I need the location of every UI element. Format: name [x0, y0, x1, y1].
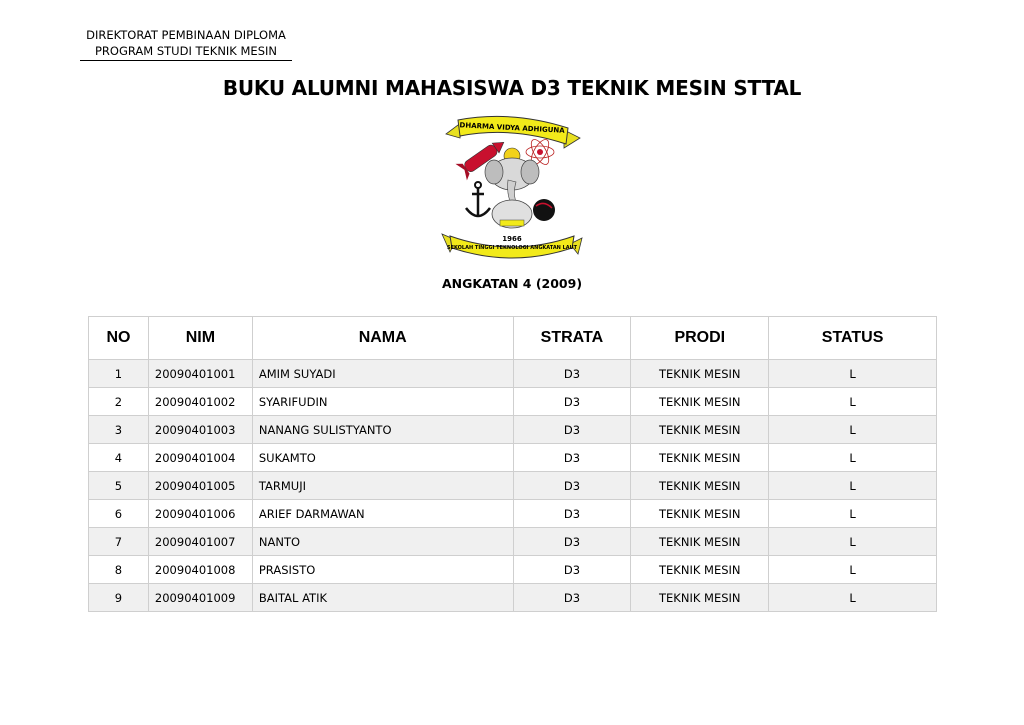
table-row — [89, 444, 937, 472]
cell-prodi: TEKNIK MESIN — [631, 556, 769, 584]
cell-prodi: TEKNIK MESIN — [631, 584, 769, 612]
table-row — [89, 584, 937, 612]
table-row — [89, 360, 937, 388]
cell-nim: 20090401002 — [148, 388, 252, 416]
cell-no: 9 — [89, 584, 149, 612]
cell-nama: SYARIFUDIN — [252, 388, 513, 416]
cell-nama: SUKAMTO — [252, 444, 513, 472]
table-row — [89, 556, 937, 584]
cell-status: L — [769, 416, 937, 444]
cell-strata: D3 — [513, 584, 631, 612]
cell-no: 7 — [89, 528, 149, 556]
cell-strata: D3 — [513, 360, 631, 388]
table-row — [89, 472, 937, 500]
table-header-row — [89, 317, 937, 360]
cell-strata: D3 — [513, 528, 631, 556]
cell-nim: 20090401009 — [148, 584, 252, 612]
cell-prodi: TEKNIK MESIN — [631, 444, 769, 472]
cell-nim: 20090401007 — [148, 528, 252, 556]
cohort-subtitle: ANGKATAN 4 (2009) — [441, 276, 583, 291]
header-line-1: DIREKTORAT PEMBINAAN DIPLOMA — [86, 28, 286, 42]
cell-strata: D3 — [513, 472, 631, 500]
cell-prodi: TEKNIK MESIN — [631, 500, 769, 528]
cell-no: 3 — [89, 416, 149, 444]
cell-prodi: TEKNIK MESIN — [631, 472, 769, 500]
cell-nim: 20090401003 — [148, 416, 252, 444]
logo-year: 1966 — [502, 235, 522, 243]
cell-nim: 20090401004 — [148, 444, 252, 472]
cell-strata: D3 — [513, 388, 631, 416]
cell-status: L — [769, 444, 937, 472]
cell-prodi: TEKNIK MESIN — [631, 360, 769, 388]
cell-status: L — [769, 500, 937, 528]
cell-nama: TARMUJI — [252, 472, 513, 500]
cell-nim: 20090401001 — [148, 360, 252, 388]
institution-header — [80, 27, 292, 61]
cell-status: L — [769, 528, 937, 556]
cell-nim: 20090401008 — [148, 556, 252, 584]
header-line-2: PROGRAM STUDI TEKNIK MESIN — [80, 43, 292, 61]
cell-status: L — [769, 584, 937, 612]
sttal-logo — [432, 108, 592, 260]
column-header-prodi: PRODI — [631, 317, 769, 360]
cell-nama: NANTO — [252, 528, 513, 556]
table-row — [89, 528, 937, 556]
cell-nama: AMIM SUYADI — [252, 360, 513, 388]
document-title: BUKU ALUMNI MAHASISWA D3 TEKNIK MESIN STTAL — [222, 76, 802, 100]
column-header-nama: NAMA — [252, 317, 513, 360]
alumni-table — [88, 316, 937, 612]
column-header-status: STATUS — [769, 317, 937, 360]
cell-prodi: TEKNIK MESIN — [631, 388, 769, 416]
cell-prodi: TEKNIK MESIN — [631, 416, 769, 444]
cell-no: 8 — [89, 556, 149, 584]
cell-nama: PRASISTO — [252, 556, 513, 584]
cell-nim: 20090401006 — [148, 500, 252, 528]
table-row — [89, 388, 937, 416]
cell-no: 4 — [89, 444, 149, 472]
cell-nama: ARIEF DARMAWAN — [252, 500, 513, 528]
cell-no: 6 — [89, 500, 149, 528]
cell-status: L — [769, 472, 937, 500]
cell-nama: BAITAL ATIK — [252, 584, 513, 612]
column-header-nim: NIM — [148, 317, 252, 360]
cell-prodi: TEKNIK MESIN — [631, 528, 769, 556]
cell-strata: D3 — [513, 556, 631, 584]
logo-motto: DHARMA VIDYA ADHIGUNA — [459, 121, 565, 135]
column-header-no: NO — [89, 317, 149, 360]
logo-ribbon-text: SEKOLAH TINGGI TEKNOLOGI ANGKATAN LAUT — [447, 245, 577, 251]
cell-strata: D3 — [513, 500, 631, 528]
column-header-strata: STRATA — [513, 317, 631, 360]
cell-nama: NANANG SULISTYANTO — [252, 416, 513, 444]
cell-no: 1 — [89, 360, 149, 388]
cell-strata: D3 — [513, 416, 631, 444]
cell-no: 2 — [89, 388, 149, 416]
table-row — [89, 416, 937, 444]
table-row — [89, 500, 937, 528]
cell-status: L — [769, 388, 937, 416]
cell-nim: 20090401005 — [148, 472, 252, 500]
cell-status: L — [769, 556, 937, 584]
cell-status: L — [769, 360, 937, 388]
cell-strata: D3 — [513, 444, 631, 472]
cell-no: 5 — [89, 472, 149, 500]
